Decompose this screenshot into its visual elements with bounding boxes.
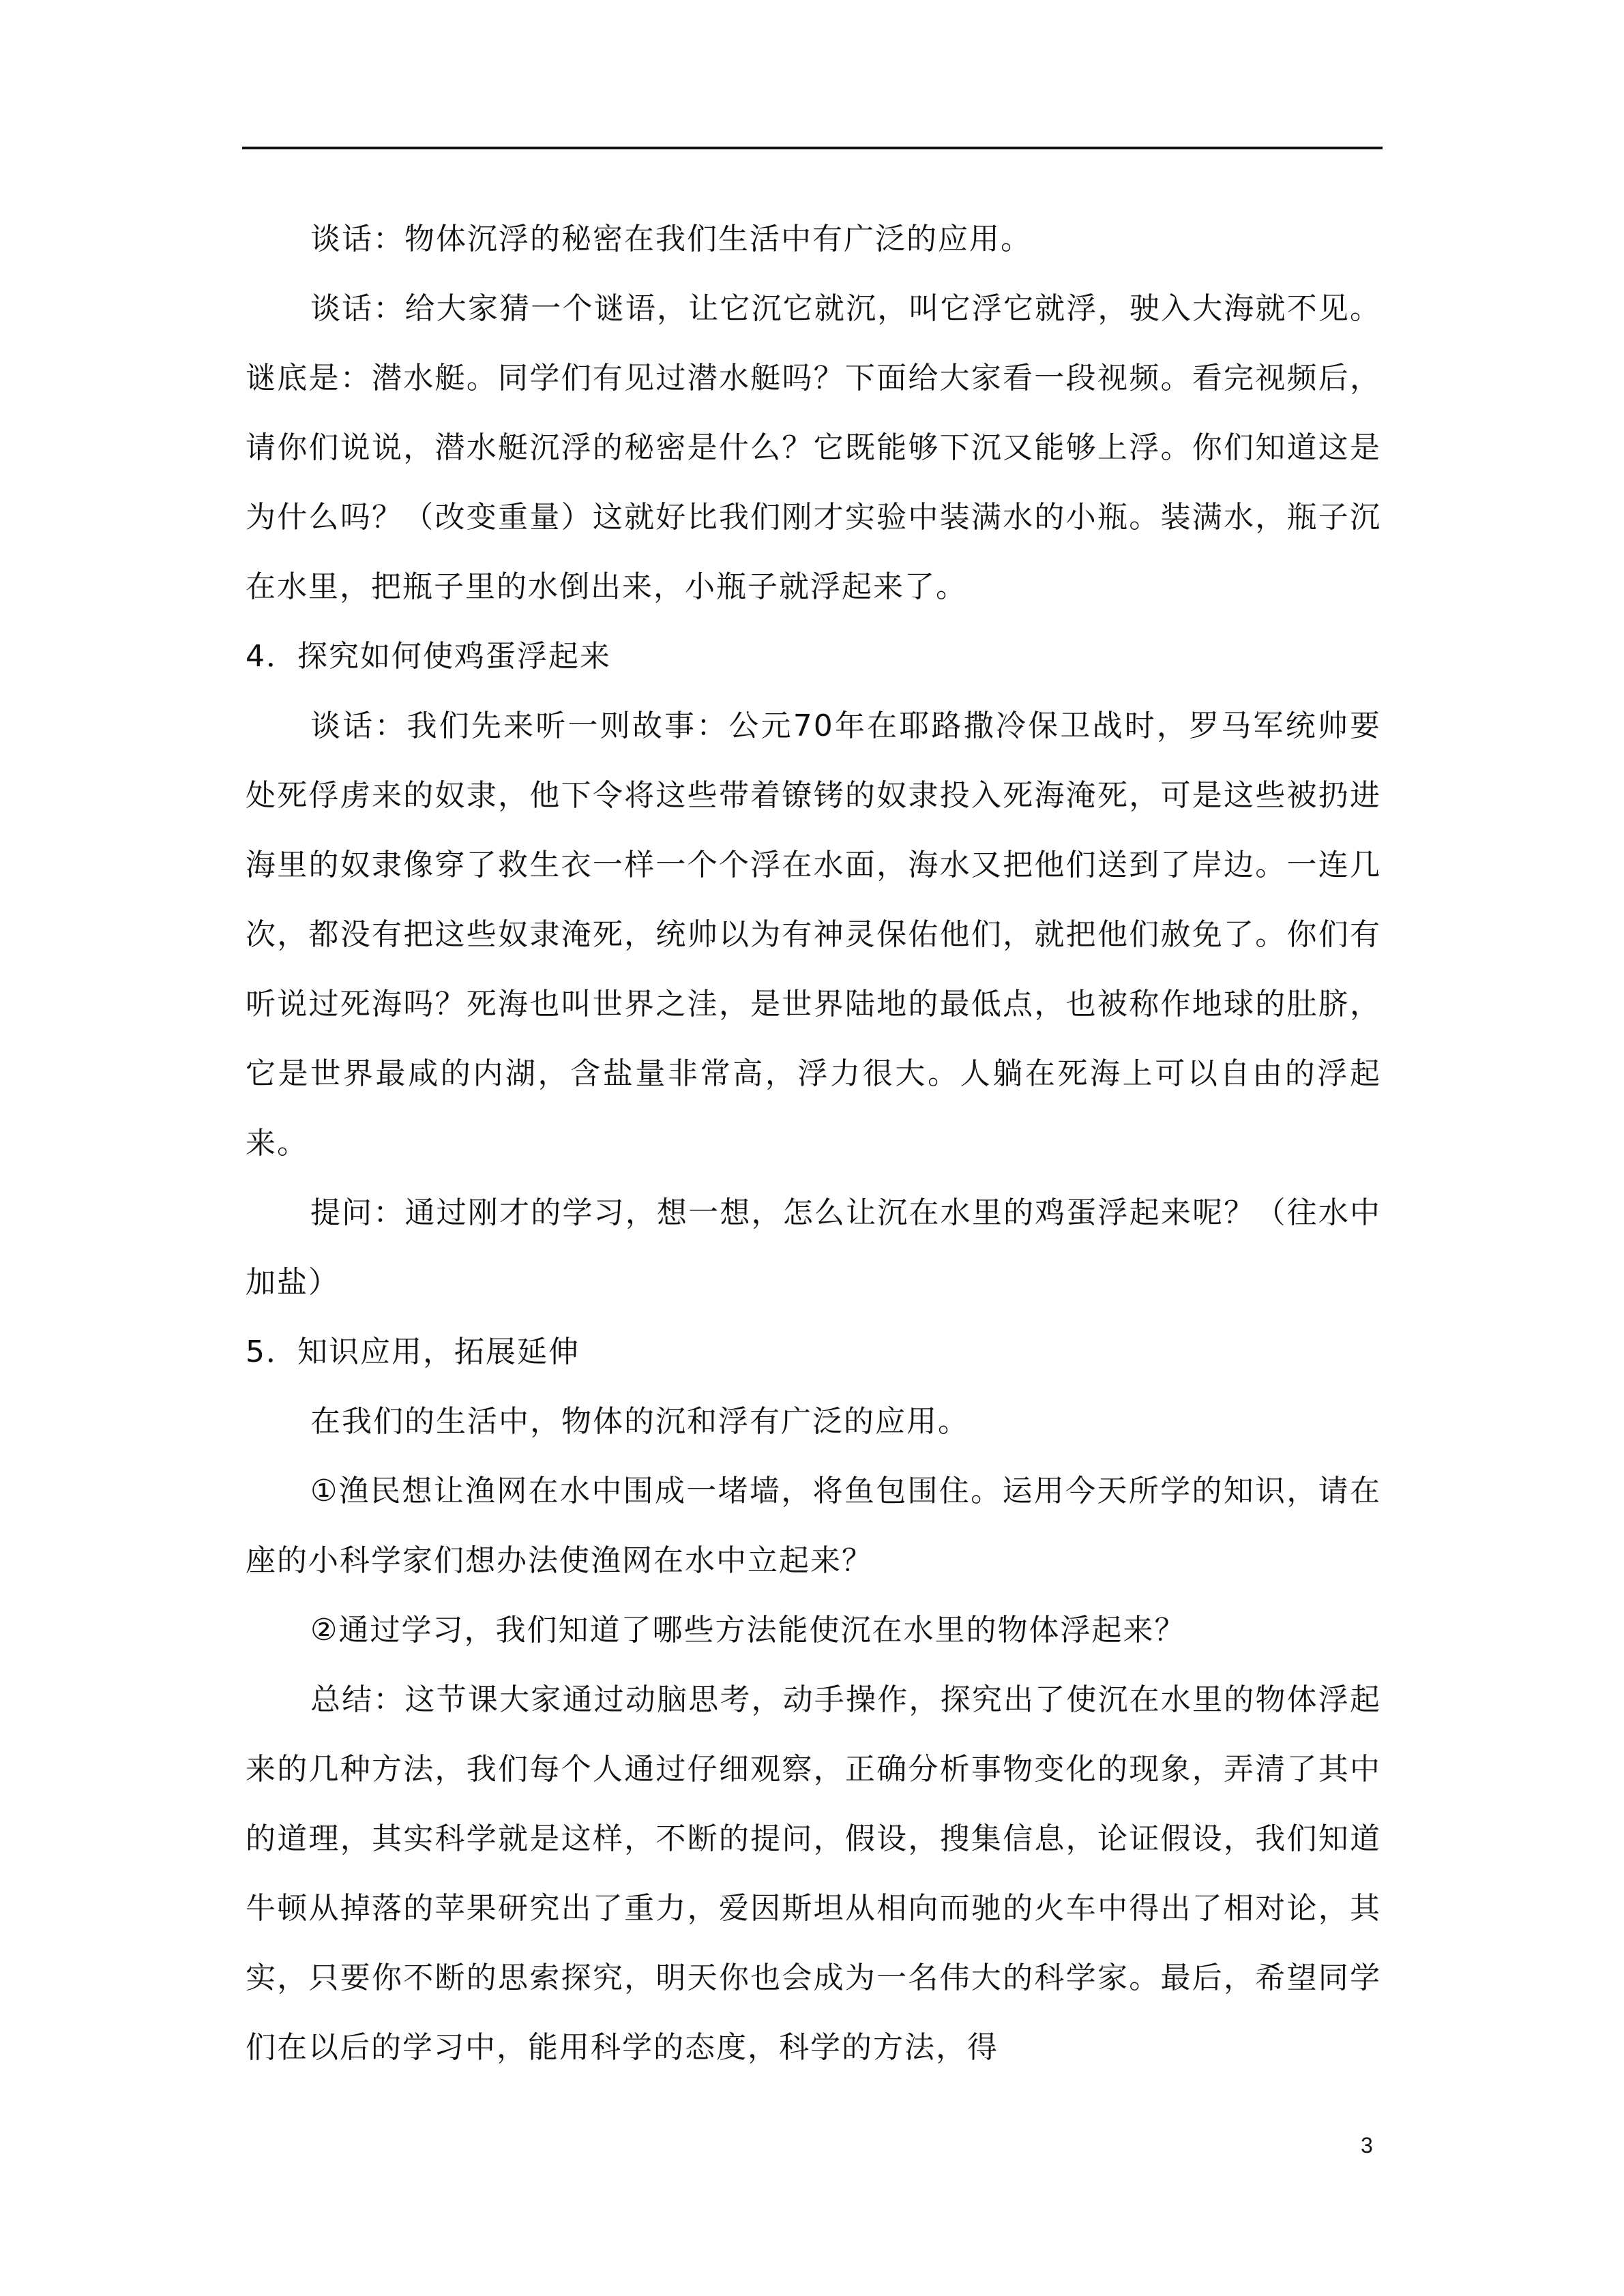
paragraph-float-methods: ②通过学习，我们知道了哪些方法能使沉在水里的物体浮起来？ [310,1613,1186,1648]
section-heading-5: 5．知识应用，拓展延伸 [246,1335,580,1369]
paragraph-talk-applications: 谈话：物体沉浮的秘密在我们生活中有广泛的应用。 [310,222,1032,256]
paragraph-summary: 总结：这节课大家通过动脑思考，动手操作，探究出了使沉在水里的物体浮起来的几种方法，我们每个人通过仔细观察，正确分析事物变化的现象，弄清了其中的道理，其实科学就是这样，不断的提问，假设，搜集信息，论证假设，我们知道牛顿从掉落的苹果研究出了重力，爱因斯坦从相向而驰的火车中得出了相对论，其实，只要你不断的思索探究，明天你也会成为一名伟大的科学家。最后，希望同学们在以后的学习中，能用科学的态度，科学的方法，得 [246,1682,1381,2065]
document-body [246,205,1381,2083]
section-heading-4: 4．探究如何使鸡蛋浮起来 [246,639,611,674]
paragraph-egg-question: 提问：通过刚才的学习，想一想，怎么让沉在水里的鸡蛋浮起来呢？（往水中加盐） [246,1195,1381,1300]
header-rule [242,147,1383,149]
page-number: 3 [1361,2133,1373,2158]
paragraph-dead-sea-story: 谈话：我们先来听一则故事：公元70年在耶路撒冷保卫战时，罗马军统帅要处死俘虏来的奴隶，他下令将这些带着镣铐的奴隶投入死海淹死，可是这些被扔进海里的奴隶像穿了救生衣一样一个个浮在水面，海水又把他们送到了岸边。一连几次，都没有把这些奴隶淹死，统帅以为有神灵保佑他们，就把他们赦免了。你们有听说过死海吗？死海也叫世界之洼，是世界陆地的最低点，也被称作地球的肚脐，它是世界最咸的内湖，含盐量非常高，浮力很大。人躺在死海上可以自由的浮起来。 [246,709,1381,1161]
paragraph-submarine-riddle: 谈话：给大家猜一个谜语，让它沉它就沉，叫它浮它就浮，驶入大海就不见。谜底是：潜水艇。同学们有见过潜水艇吗？下面给大家看一段视频。看完视频后，请你们说说，潜水艇沉浮的秘密是什么？它既能够下沉又能够上浮。你们知道这是为什么吗？（改变重量）这就好比我们刚才实验中装满水的小瓶。装满水，瓶子沉在水里，把瓶子里的水倒出来，小瓶子就浮起来了。 [246,291,1381,604]
paragraph-applications-intro: 在我们的生活中，物体的沉和浮有广泛的应用。 [310,1404,969,1439]
paragraph-fishing-net: ①渔民想让渔网在水中围成一堵墙，将鱼包围住。运用今天所学的知识，请在座的小科学家们想办法使渔网在水中立起来？ [246,1474,1381,1578]
